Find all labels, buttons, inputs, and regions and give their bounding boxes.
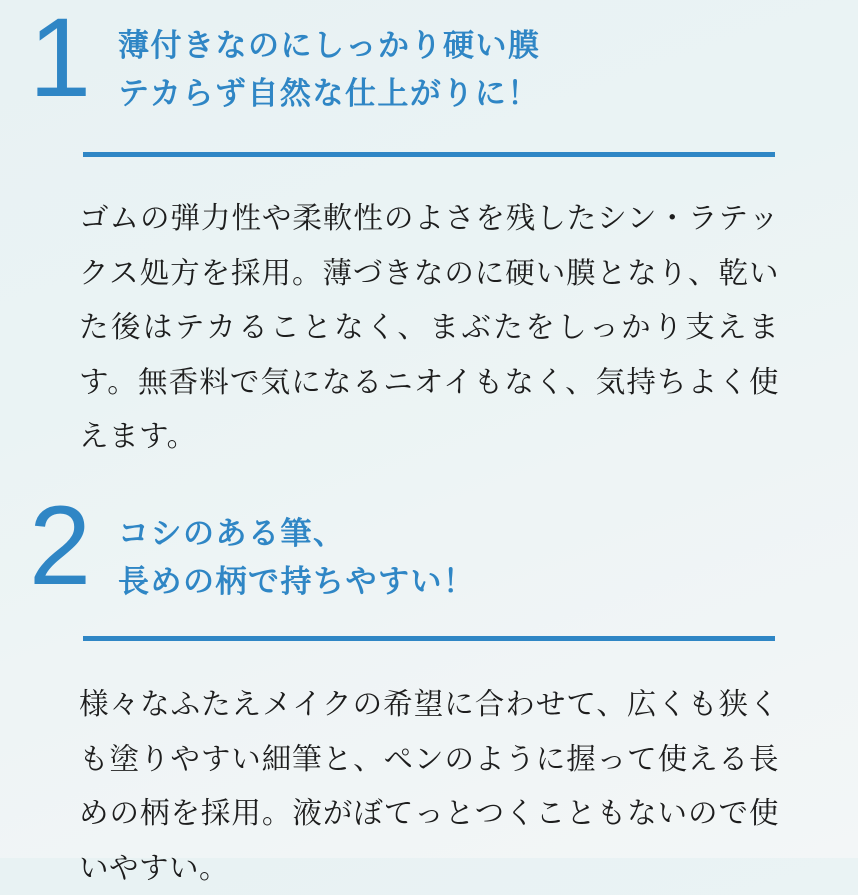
section-1-body: ゴムの弾力性や柔軟性のよさを残したシン・ラテックス処方を採用。薄づきなのに硬い膜となり、乾いた後はテカることなく、まぶたをしっかり支えます。無香料で気になるニオイもなく、気持ちよく使えます。 <box>79 201 779 454</box>
section-2-heading-line-2: 長めの柄で持ちやすい！ <box>118 563 476 600</box>
section-2-heading-line-1: コシのある筆、 <box>118 515 346 552</box>
section-2-body: 様々なふたえメイクの希望に合わせて、広くも狭くも塗りやすい細筆と、ペンのように握って使える長めの柄を採用。液がぼてっとつくこともないので使いやすい。 <box>79 687 779 885</box>
section-1-heading-line-2: テカらず自然な仕上がりに！ <box>118 76 540 113</box>
section-1-heading-line-1: 薄付きなのにしっかり硬い膜 <box>118 28 541 64</box>
section-1-heading <box>118 6 541 118</box>
section-2-header <box>0 464 858 606</box>
section-2-heading <box>118 494 476 606</box>
section-2 <box>0 464 858 895</box>
section-2-number: 2 <box>28 482 90 608</box>
section-1-header <box>0 0 858 118</box>
section-1-number: 1 <box>28 0 90 120</box>
section-1-divider-wrap <box>0 118 858 157</box>
section-2-divider-wrap <box>0 606 858 641</box>
